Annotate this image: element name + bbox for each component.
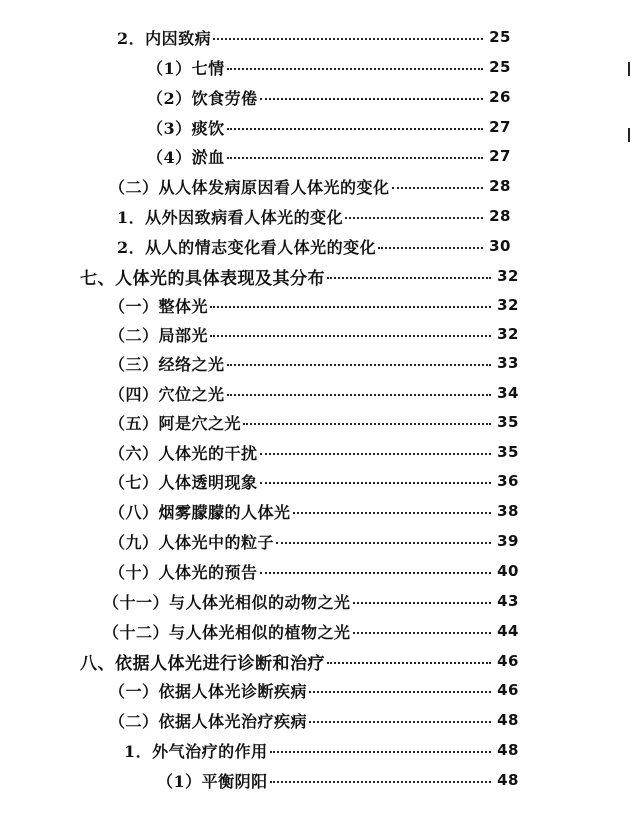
dot-leader xyxy=(260,453,491,455)
entry-page-number: 33 xyxy=(497,354,519,372)
dot-leader xyxy=(270,781,491,783)
entry-page-number: 27 xyxy=(489,118,511,136)
entry-page-number: 25 xyxy=(489,58,511,76)
entry-page-number: 48 xyxy=(497,711,519,729)
entry-title: （一）整体光 xyxy=(109,296,209,316)
dot-leader xyxy=(327,277,491,279)
dot-leader xyxy=(213,38,483,40)
toc-entry xyxy=(0,378,639,408)
toc-entry xyxy=(0,112,639,142)
entry-page-number: 46 xyxy=(497,652,519,670)
toc-entry xyxy=(0,466,639,496)
entry-title: （4）淤血 xyxy=(147,147,225,167)
entry-title: （七）人体透明现象 xyxy=(109,472,258,492)
entry-title: （十）人体光的预告 xyxy=(109,562,258,582)
toc-entry xyxy=(0,171,639,201)
entry-page-number: 40 xyxy=(497,562,519,580)
toc-entry-section xyxy=(0,261,639,291)
entry-title: （二）局部光 xyxy=(109,325,209,345)
dot-leader xyxy=(353,632,491,634)
entry-page-number: 46 xyxy=(497,681,519,699)
dot-leader xyxy=(293,512,491,514)
entry-title: （八）烟雾朦朦的人体光 xyxy=(109,502,291,522)
toc-entry xyxy=(0,437,639,467)
dot-leader xyxy=(260,98,483,100)
toc-entry xyxy=(0,82,639,112)
toc-entry xyxy=(0,290,639,320)
toc-entry xyxy=(0,705,639,735)
entry-page-number: 25 xyxy=(489,28,511,46)
dot-leader xyxy=(353,602,491,604)
toc-entry xyxy=(0,407,639,437)
entry-title: （五）阿是穴之光 xyxy=(109,413,242,433)
entry-title: （二）从人体发病原因看人体光的变化 xyxy=(109,177,390,197)
entry-page-number: 32 xyxy=(497,267,519,285)
dot-leader xyxy=(210,306,491,308)
entry-title: （2）饮食劳倦 xyxy=(147,88,258,108)
dot-leader xyxy=(227,128,483,130)
toc-entry xyxy=(0,556,639,586)
toc-entry xyxy=(0,526,639,556)
entry-page-number: 32 xyxy=(497,325,519,343)
entry-page-number: 26 xyxy=(489,88,511,106)
entry-page-number: 38 xyxy=(497,502,519,520)
dot-leader xyxy=(392,187,483,189)
dot-leader xyxy=(327,662,491,664)
toc-entry xyxy=(0,586,639,616)
entry-page-number: 48 xyxy=(497,771,519,789)
entry-title: （一）依据人体光诊断疾病 xyxy=(109,681,308,701)
dot-leader xyxy=(378,247,483,249)
toc-entry xyxy=(0,496,639,526)
toc-entry xyxy=(0,231,639,261)
entry-page-number: 28 xyxy=(489,177,511,195)
dot-leader xyxy=(345,217,483,219)
dot-leader xyxy=(227,394,491,396)
entry-title: 七、人体光的具体表现及其分布 xyxy=(80,268,325,289)
entry-title: 1．从外因致病看人体光的变化 xyxy=(117,207,344,227)
entry-title: （六）人体光的干扰 xyxy=(109,443,258,463)
dot-leader xyxy=(270,751,491,753)
toc-entry xyxy=(0,616,639,646)
entry-page-number: 48 xyxy=(497,741,519,759)
dot-leader xyxy=(227,157,483,159)
toc-entry xyxy=(0,675,639,705)
entry-page-number: 43 xyxy=(497,592,519,610)
entry-page-number: 32 xyxy=(497,296,519,314)
entry-page-number: 28 xyxy=(489,207,511,225)
dot-leader xyxy=(227,68,483,70)
toc-entry xyxy=(0,52,639,82)
toc-entry xyxy=(0,765,639,795)
entry-title: （3）痰饮 xyxy=(147,118,225,138)
entry-page-number: 27 xyxy=(489,147,511,165)
entry-page-number: 35 xyxy=(497,443,519,461)
dot-leader xyxy=(243,423,491,425)
entry-page-number: 36 xyxy=(497,472,519,490)
entry-title: （四）穴位之光 xyxy=(109,384,225,404)
entry-title: 1．外气治疗的作用 xyxy=(124,741,268,761)
dot-leader xyxy=(309,721,491,723)
entry-title: （三）经络之光 xyxy=(109,354,225,374)
dot-leader xyxy=(276,542,491,544)
entry-title: （十二）与人体光相似的植物之光 xyxy=(103,622,351,642)
entry-title: （十一）与人体光相似的动物之光 xyxy=(103,592,351,612)
entry-page-number: 35 xyxy=(497,413,519,431)
dot-leader xyxy=(309,691,491,693)
toc-entry xyxy=(0,22,639,52)
entry-title: 2．从人的情志变化看人体光的变化 xyxy=(117,237,377,257)
entry-title: 八、依据人体光进行诊断和治疗 xyxy=(80,653,325,674)
toc-entry xyxy=(0,319,639,349)
entry-title: （1）七情 xyxy=(147,58,225,78)
dot-leader xyxy=(260,482,491,484)
dot-leader xyxy=(227,364,491,366)
toc-entry xyxy=(0,735,639,765)
entry-title: （二）依据人体光治疗疾病 xyxy=(109,711,308,731)
entry-page-number: 34 xyxy=(497,384,519,402)
toc-entry xyxy=(0,201,639,231)
entry-page-number: 39 xyxy=(497,532,519,550)
dot-leader xyxy=(210,335,491,337)
entry-page-number: 44 xyxy=(497,622,519,640)
toc-entry-section xyxy=(0,646,639,676)
entry-title: （九）人体光中的粒子 xyxy=(109,532,275,552)
toc-entry xyxy=(0,141,639,171)
entry-title: （1）平衡阴阳 xyxy=(157,771,268,791)
dot-leader xyxy=(260,572,491,574)
entry-page-number: 30 xyxy=(489,237,511,255)
toc-entry xyxy=(0,348,639,378)
entry-title: 2．内因致病 xyxy=(117,28,212,48)
